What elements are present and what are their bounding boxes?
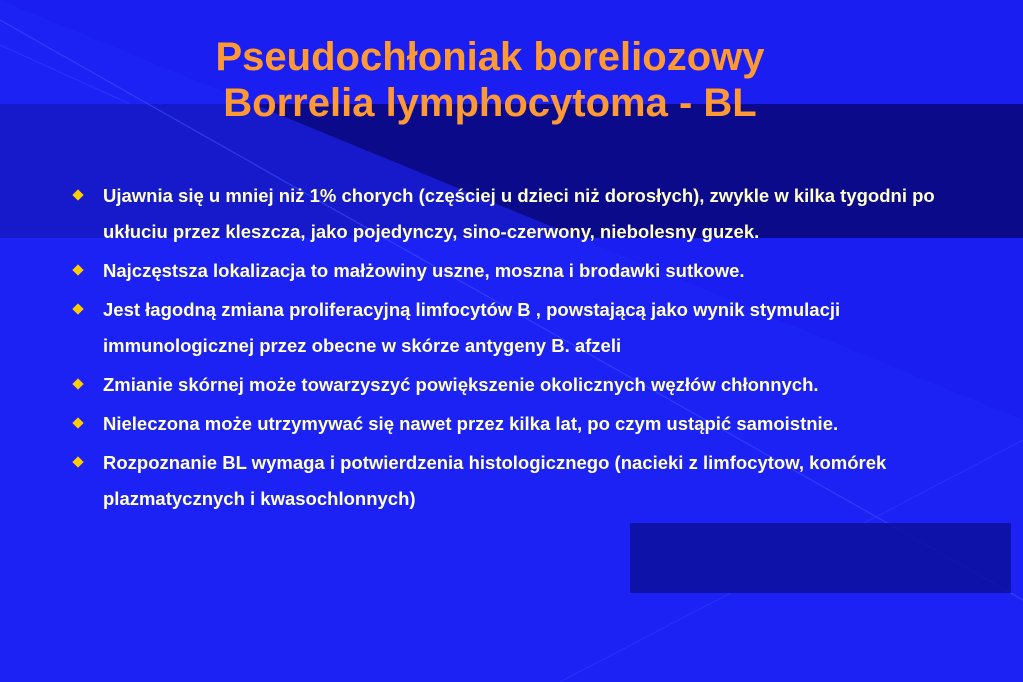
bullet-text: Zmianie skórnej może towarzyszyć powiększenie okolicznych węzłów chłonnych. [103, 374, 819, 395]
bullet-item [70, 445, 970, 517]
title-line-1: Pseudochłoniak boreliozowy [215, 35, 765, 79]
slide-title [0, 34, 980, 126]
bullet-item [70, 367, 970, 403]
diamond-bullet-icon [72, 417, 83, 428]
diamond-bullet-icon [72, 378, 83, 389]
diamond-bullet-icon [72, 189, 83, 200]
bullet-item [70, 292, 970, 364]
bullet-text: Ujawnia się u mniej niż 1% chorych (częściej u dzieci niż dorosłych), zwykle w kilka tygodni po ukłuciu przez kleszcza, jako pojedynczy, sino-czerwony, niebolesny guzek. [103, 185, 935, 242]
diamond-bullet-icon [72, 303, 83, 314]
title-line-2: Borrelia lymphocytoma - BL [223, 81, 757, 125]
bullet-list [70, 178, 970, 520]
bullet-text: Najczęstsza lokalizacja to małżowiny uszne, moszna i brodawki sutkowe. [103, 260, 745, 281]
bullet-item [70, 178, 970, 250]
bullet-item [70, 406, 970, 442]
dark-box-bottom-right [630, 523, 1011, 593]
bullet-text: Nieleczona może utrzymywać się nawet przez kilka lat, po czym ustąpić samoistnie. [103, 413, 839, 434]
bullet-text: Jest łagodną zmiana proliferacyjną limfocytów B , powstającą jako wynik stymulacji immunologicznej przez obecne w skórze antygeny B. afzeli [103, 299, 841, 356]
bullet-item [70, 253, 970, 289]
diamond-bullet-icon [72, 456, 83, 467]
bullet-text: Rozpoznanie BL wymaga i potwierdzenia histologicznego (nacieki z limfocytow, komórek plazmatycznych i kwasochlonnych) [103, 452, 887, 509]
diamond-bullet-icon [72, 264, 83, 275]
